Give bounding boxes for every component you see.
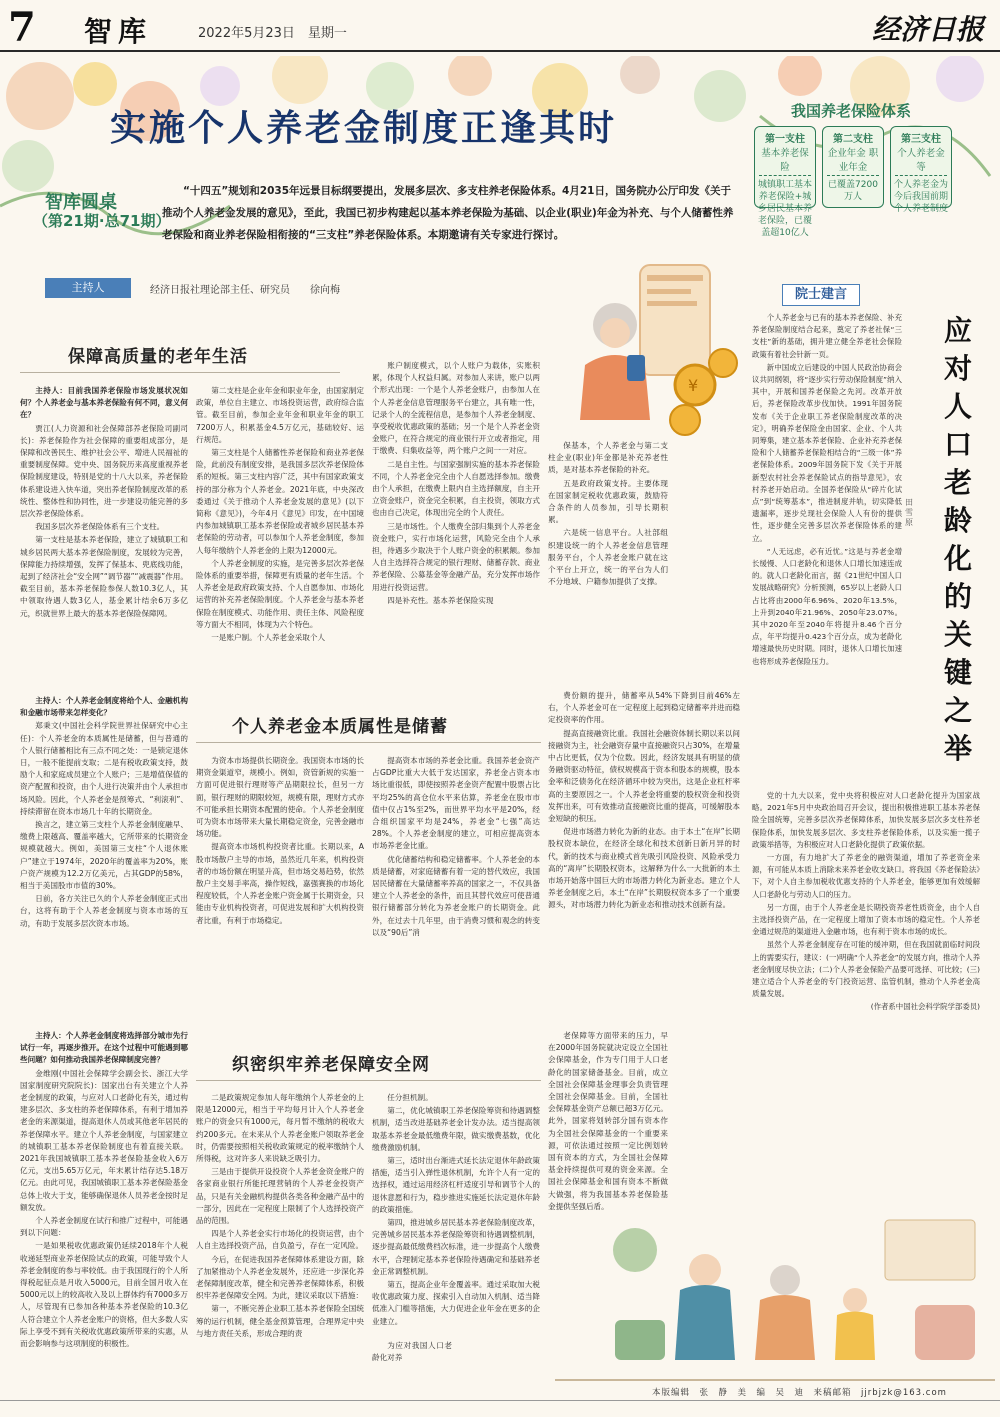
paragraph: 提高资本市场机构投资者比重。长期以来，A股市场散户主导的市场，虽然近几年来，机构投资者的市场份额在明显升高，但市场交易趋势，依然散户主交易手率高，操作短线，嘉强赛换的市场化程度较低，个人养老金账户资金属于长期资金，只能由专业机构投资者，可促进发展和扩大机构投资者比重，有利于市场稳定。	[196, 842, 364, 925]
paragraph: 第三支柱是个人储蓄性养老保险和商业养老保险，此前没有制度安排，是我国多层次养老保险体系的短板。第三支柱内容广泛，其中有国家政策支持的部分称为个人养老金。2021年底，中央深改委通过《关于推动个人养老金发展的意见》(以下简称《意见》)，今年4月《意见》印发，在中国境内参加城镇职工基本养老保险或者城乡居民基本养老保险的劳动者，可以参加个人养老金制度，参加人每年缴纳个人养老金的上限为12000元。	[196, 448, 364, 555]
section-title-3: 织密织牢养老保障安全网	[232, 1055, 430, 1075]
paragraph: 金维刚(中国社会保障学会副会长、浙江大学国家制度研究院院长)：国家出台有关建立个人养老金制度的政策，与应对人口老龄化有关，通过构建多层次、多支柱的养老保障体系，有利于增加养老金的来源渠道，提高退休人员或其他老年居民的养老保障水平。建立个人养老金制度，与国家建立的城镇职工基本养老保险制度也有着直接关联。2021年我国城镇职工基本养老保险基金收入6万亿元，支出5.65万亿元，年末累计结存达5.18万亿元。由此可见，我国城镇职工基本养老保险基金总体上收大于支，能够确保退休人员养老金按时足额发放。	[20, 1068, 188, 1212]
paragraph: 一方面，有力地扩大了养老金的融资渠道，增加了养老资金来源，有可能从本质上消除未来养老金收支缺口。将我国《养老保险法》下，对个人自主参加税收优惠支持的个人养老金，能够更加有效缓解人口老龄化与劳动人口的压力。	[752, 853, 980, 899]
section-title-1: 保障高质量的老年生活	[68, 347, 248, 367]
paragraph: 换言之，建立第三支柱个人养老金制度融早、缴费上限越高、覆盖率越大，它所带来的长期资金规模就越大。例如，美国第三支柱“个人退休账户”建立于1974年，2020年的覆盖率为20%，账户资产规模为12.2万亿美元，占其GDP的58%，相当于美国股市市值的30%。	[20, 820, 188, 891]
paragraph: 第四，推进城乡居民基本养老保险制度改革，完善城乡居民基本养老保险筹资和待遇调整机制，逐步提高最低缴费档次标准，进一步提高个人缴费水平，合理制定基本养老保险待遇确定和基础养老金正常调整机制。	[372, 1218, 540, 1276]
paragraph: 三是市场性。个人缴费全部归集到个人养老金资金账户，实行市场化运营，风险完全由个人承担，待遇多少取决于个人账户资金的积累额。参加人自主选择符合规定的银行理财、储蓄存款、商业养老保险、公募基金等金融产品，充分发挥市场作用进行投资运营。	[372, 521, 540, 592]
paragraph: 第二，优化城镇职工养老保险筹资和待遇调整机制，适当改进基础养老金计发办法。适当提高领取基本养老金最低缴费年限，做实缴费基数，优化缴费激励机制。	[372, 1106, 540, 1152]
article-column	[20, 1030, 188, 1375]
article-column	[548, 440, 668, 685]
author-note: (作者系中国社会科学院学部委员)	[870, 1002, 980, 1012]
article-column	[196, 385, 364, 685]
article-column	[548, 690, 740, 1005]
paragraph: 提高直接融资比重。我国社会融资体制长期以来以间接融资为主，社会融资存量中直接融资只占30%，在增量中占比更低，仅为个位数。因此，经济发展具有明显的债务融资驱动特征，债权规模高于资本和股本的规模，股本金率和泛债务化在经济循环中较为突出，这是企业杠杆率高的主要原因之一。个人养老金将重要的股权资金和投资发挥出来，可有效推动直接融资比重的提高，可缓解股本金短缺的积压。	[548, 728, 740, 824]
paragraph: 个人养老金制度在试行和推广过程中，可能遇到以下问题：	[20, 1216, 188, 1238]
right-article-column	[752, 312, 902, 782]
right-article-author: 田雪原	[905, 498, 913, 527]
paragraph: 今后，在促进我国养老保障体系建设方面，除了加紧推动个人养老金发展外，还应进一步深化养老保障制度改革，健全和完善养老保障体系，积极织牢养老保障安全网。为此，建议采取以下措施：	[196, 1254, 364, 1301]
svg-text:¥: ¥	[688, 376, 699, 395]
pillar-desc: 已覆盖7200万人	[828, 180, 878, 202]
masthead	[0, 0, 1000, 52]
pension-system-graphic	[744, 96, 958, 238]
host-label: 主持人	[45, 278, 131, 298]
paragraph: 账户制度模式，以个人账户为载体，实账积累，体现个人权益归属。对参加人来讲，账户以两个形式出现：一个是个人养老金账户，由参加人在个人养老金信息管理服务平台建立，具有唯一性，记录个人的全流程信息，是参加个人养老金制度、享受税收优惠政策的基础；另一个是个人养老金资金账户，在符合规定的商业银行开立或者指定，用于缴费、归集收益等，两个账户之间一一对应。	[372, 361, 540, 456]
pillar-desc: 个人养老金为今后我国前期个人养老制度	[893, 180, 948, 214]
paragraph: 二是政策规定参加人每年缴纳个人养老金的上限是12000元，相当于平均每月计入个人养老金账户的资金只有1000元，每月暂不缴纳的税收大约200多元。在未来从个人养老金账户领取养老金时，仍需要按照相关税收政策规定的税率缴纳个人所得税，这对许多人来说缺乏吸引力。	[196, 1093, 364, 1164]
paragraph: 第二支柱是企业年金和职业年金，由国家制定政策，单位自主建立、市场投资运营，政府综合监管。截至目前，参加企业年金和职业年金的职工7200万人，积累基金4.5万亿元，基础较好、运行规范。	[196, 386, 364, 444]
article-column	[548, 1030, 668, 1240]
paragraph: 郑秉文(中国社会科学院世界社保研究中心主任)：个人养老金的本质属性是储蓄，但与普通的个人银行储蓄相比有三点不同之处：一是锁定退休日，一般不能提前支取；二是有税收政策支持，鼓励个人和家庭成员建立个人账户；三是增值保值的资产配置和投资，由个人进行决策并由个人承担市场风险。因此，个人养老金是预筹式、“利滚利”、持续滞留在资本市场几十年的长期资金。	[20, 721, 188, 816]
paragraph: 五是政府政策支持。主要体现在国家制定税收优惠政策，鼓励符合条件的人员参加，引导长期积累。	[548, 478, 668, 525]
paragraph: 个人养老金制度的实施，是完善多层次养老保险体系的重要举措，保障更有质量的老年生活。个人养老金是政府政策支持、个人自愿参加、市场化运营的补充养老保险制度。个人养老金与基本养老保险在制度模式、功能作用、责任主体、风险程度等方面大不相同，体现为六个特色。	[196, 558, 364, 629]
paragraph: 主持人：个人养老金制度将给个人、金融机构和金融市场带来怎样变化？	[20, 696, 188, 718]
right-article-column	[752, 790, 980, 1135]
paragraph: 费份额的提升，储蓄率从54%下降到目前46%左右，个人养老金可在一定程度上起到稳定储蓄率并进而稳定投资率的作用。	[548, 691, 740, 725]
paragraph: 虽然个人养老金制度存在可能的缓冲期，但在我国就面临时间段上的需要实行，建议：(一)明确“个人养老金”的发展方向，推动个人养老金制度尽快立法；(二)个人养老金保险产品要可选择、可比较；(三)建立适合个人养老金的专门投资运营、监管机制，推动个人养老金高质量发展。	[752, 940, 980, 999]
paragraph: “人无远虑，必有近忧。”这是与养老金增长缓慢、人口老龄化和退休人口增长加速连成的。就人口老龄化而言，据《21世纪中国人口发展战略研究》分析预测，65岁以上老龄人口占比将由2000年6.96%、2020年13.5%，上升到2040年21.96%、2050年23.07%。其中2020年至2040年将提升8.46个百分点，年平均提升0.423个百分点，成为老龄化增速最快历史时期。同时，退休人口增长加速也将形成养老保险压力。	[752, 546, 902, 666]
paragraph: 我国多层次养老保险体系有三个支柱。	[35, 522, 165, 532]
paragraph: 促进市场潜力转化为新的业态。由于本土“在岸”长期股权资本缺位，在经济全球化和技术创新日新月异的时代，新的技术与商业模式首先吸引风险投资、风险承受力高的“离岸”长期股权资本，这解释为什么一大批新的本土市场开始落中国巨大的市场潜力转化为新业态。建立个人养老金制度之后，本土“在岸”长期股权资本多了一个重要源头，对市场潜力转化为新业态和推动技术创新有益。	[548, 827, 740, 910]
newspaper-logo: 经济日报	[871, 13, 984, 46]
paragraph: 另一方面，由于个人养老金是长期投资养老性质资金，由个人自主选择投资产品，在一定程度上增加了资本市场的稳定性。个人养老金通过规范的渠道进入金融市场，也有利于资本市场的成长。	[752, 902, 980, 937]
paragraph: 提高资本市场的养老金比重。我国养老金资产占GDP比重大大低于发达国家，养老金占资本市场比重很低，即使按照养老金资产配置中股票占比平均25%的高仓位水平来估算，养老金在股市市值中仅占1%至2%，而世界平均水平是20%，经合组织国家平均是24%，养老金“七强”高达28%。个人养老金制度的建立，可相应提高资本市场养老金比重。	[372, 756, 540, 851]
paragraph: 主持人：目前我国养老保险市场发展状况如何？个人养老金与基本养老保险有何不同，意义何在？	[20, 386, 188, 420]
divider	[196, 1080, 541, 1081]
column-issue: （第21期·总71期）	[33, 212, 171, 230]
paragraph: 老保障等方面带来的压力，早在2000年国务院就决定设立全国社会保障基金，作为专门用于人口老龄化的国家储备基金。目前，成立全国社会保障基金理事会负责管理全国社会保障基金。目前，全国社会保障基金资产总额已超3万亿元。此外，国家将划转部分国有资本作为全国社会保障基金的一个重要来源，可依法通过按照一定比例划转国有资本的方式，为全国社会保障基金持续提供可观的资金来源。全国社会保障基金和国有资本不断做大做强，将为我国基本养老保险基金提供坚强后盾。	[548, 1031, 668, 1211]
paragraph: 任分担机制。	[387, 1093, 433, 1102]
host-name: 经济日报社理论部主任、研究员 徐向梅	[150, 285, 340, 296]
paragraph: 党的十九大以来，党中央将积极应对人口老龄化提升为国家战略。2021年5月中央政治局召开会议，提出积极推进职工基本养老保险全国统筹，完善多层次养老保障体系，加快发展多层次多支柱养老保险体系，加快发展多层次、多支柱养老保险体系，以及实施一揽子政策举措等，为积极应对人口老龄化提供了政策依据。	[752, 791, 980, 849]
pillar-one	[754, 126, 816, 238]
paragraph: 三是由于提供开设投资个人养老金资金账户的各家商业银行所能托理营销的个人养老金投资产品，只是有关金融机构提供各类各种金融产品中的一部分，因此在一定程度上限制了个人选择投资产品的范围。	[196, 1167, 364, 1226]
issue-date: 2022年5月23日 星期一	[198, 26, 347, 41]
paragraph: 第五，提高企业年金覆盖率。通过采取加大税收优惠政策力度、探索引入自动加入机制、适当降低准入门槛等措施，大力促进企业年金在更多的企业建立。	[372, 1280, 540, 1326]
pillar-type: 基本养老保险	[759, 145, 811, 176]
paragraph: 贾江(人力资源和社会保障部养老保险司副司长)：养老保险作为社会保障的重要组成部分，是保障和改善民生、维护社会公平、增进人民福祉的重要制度保障。党中央、国务院历来高度重视养老保险制度建设，特别是党的十八大以来，养老保险体系建设进入快车道，突出养老保险制度改革的系统性、整体性和协同性，进一步建设功能完善的多层次养老保险体系。	[20, 423, 188, 519]
paragraph: 为资本市场提供长期资金。我国资本市场的长期资金渠道窄，规模小。例如，资管新规的实施一方面可促进银行理财等产品期限拉长，但另一方面，银行理财的期限较短，规模有限，理财方式亦不可能承担长期资本配置的使命。个人养老金制度可为资本市场带来大量长期稳定资金，完善金融市场功能。	[196, 756, 364, 839]
pillar-name: 第一支柱	[765, 134, 805, 145]
footer-divider	[0, 1400, 1000, 1401]
paragraph: 二是自主性。与国家强制实施的基本养老保险不同，个人养老金完全由个人自愿选择参加。缴费由个人承担，在缴费上限内自主选择额度，自主开立资金账户，资金完全积累，自主投资，领取方式也由自己决定，体现出完全的个人责任。	[372, 459, 540, 518]
paragraph: 日前，各方关注已久的个人养老金制度正式出台，这将有助于个人养老金制度与资本市场的互动，有助于发展多层次资本市场。	[20, 894, 188, 928]
article-column	[372, 755, 540, 1005]
paragraph: 六是统一信息平台。人社部组织建设统一的个人养老金信息管理服务平台，个人养老金账户就在这个平台上开立，统一的平台为人们不分地域、户籍参加提供了支撑。	[548, 528, 668, 587]
academician-tag: 院士建言	[782, 284, 860, 306]
paragraph: 四是补充性。基本养老保险实现	[387, 595, 494, 605]
pillar-name: 第二支柱	[833, 134, 873, 145]
column-name: 智库圆桌	[45, 192, 117, 213]
page-number: 7	[8, 4, 36, 51]
pension-system-title: 我国养老保险体系	[790, 102, 911, 120]
divider	[196, 742, 541, 743]
family-illustration	[555, 1210, 995, 1385]
pillar-three	[890, 126, 952, 214]
right-article-title: 应对人口老龄化的关键之举	[943, 314, 972, 765]
pillar-two	[822, 126, 884, 208]
divider	[20, 372, 340, 373]
section-name: 智库	[84, 15, 153, 48]
pillar-type: 企业年金 职业年金	[827, 145, 879, 176]
pillar-type: 个人养老金等	[895, 145, 947, 176]
paragraph: 一是如果税收优惠政策仍延续2018年个人税收递延型商业养老保险试点的政策，可能导致个人养老金制度的参与率较低。由于我国现行的个人所得税起征点是月收入5000元，目前全国月收入在5000元以上的较高收入及以上群体约有7000多万人，尽管现有已参加各种基本养老保险的10.3亿人符合建立个人养老金账户的资格，但大多数人实际上享受不到有关税收优惠政策所带来的实惠，从而会影响参与这项制度的积极性。	[20, 1241, 188, 1349]
elderly-woman-illustration	[545, 245, 745, 440]
pillar-desc: 城镇职工基本养老保险+城乡居民基本养老保险，已覆盖超10亿人	[757, 180, 812, 238]
pillar-name: 第三支柱	[901, 134, 941, 145]
article-column	[20, 385, 188, 685]
paragraph: 优化储蓄结构和稳定储蓄率。个人养老金的本质是储蓄，对家庭储蓄有着一定的替代效应，我国居民储蓄在大量储蓄率养高的国家之一，不仅具备建立个人养老金的条件，而且其替代效应可使普通银行储蓄部分转化为养老金账户的长期资金。此外，在过去十几年里，由于消费习惯和观念的转变以及“90后”消	[372, 854, 540, 937]
paragraph: 第一支柱是基本养老保险，建立了城镇职工和城乡居民两大基本养老保险制度，发展较为完善，保障能力持续增强，发挥了保基本、兜底线功能，起到了经济社会“安全网”“调节器”“减震器”作用。截至目前，基本养老保险参保人数10.3亿人，其中领取待遇人数3亿人，基金累计结余6万多亿元，织就世界上最大的基本养老保险保障网。	[20, 535, 188, 618]
article-column	[372, 1340, 452, 1376]
article-column	[20, 695, 188, 1005]
section-title-2: 个人养老金本质属性是储蓄	[232, 717, 448, 737]
paragraph: 第一，不断完善企业职工基本养老保险全国统筹的运行机制，健全基金预算管理，合理界定中央与地方责任关系，形成合理的责	[196, 1304, 364, 1338]
article-column	[196, 1092, 364, 1377]
paragraph: 四是个人养老金实行市场化的投资运营，由个人自主选择投资产品，自负盈亏，存在一定风险。	[196, 1229, 364, 1251]
article-column	[372, 1092, 540, 1377]
paragraph: 保基本，个人养老金与第二支柱企业(职业)年金都是补充养老性质，是对基本养老保险的补充。	[548, 441, 668, 475]
paragraph: 为应对我国人口老龄化对养	[372, 1341, 452, 1363]
paragraph: 新中国成立后建设的中国人民政治协商会议共同纲领，将“逐步实行劳动保险制度”纳入其中，开展和国养老保险之先河。改革开放后，养老保险改革步伐加快。1991年国务院发布《关于企业职工养老保险制度改革的决定》，明确养老保险金由国家、企业、个人共同筹集，建立基本养老保险、企业补充养老保险和个人储蓄养老保险相结合的“三级一体”养老保险体系。2009年国务院下发《关于开展新型农村社会养老保险试点的指导意见》，农村养老开始启动。全国养老保险从“碎片化试点”到“统筹基本”，推进制度并轨，切实降低遗漏率，逐步兑现社会保险人人有份的提供性，逐步健全完善多层次养老保险体系的建立。	[752, 362, 902, 543]
paragraph: 第三，适时出台渐进式延长法定退休年龄政策措施，适当引入弹性退休机制，允许个人有一定的选择权，通过运用经济杠杆适度引导和调节个人的退休意愿和行为，稳步推进实施延长法定退休年龄的政策措施。	[372, 1156, 540, 1214]
paragraph: 个人养老金与已有的基本养老保险、补充养老保险制度结合起来，奠定了养老社保“三支柱”新的基础，拥升建立健全养老社会保险政策有着社会针新一页。	[752, 313, 902, 359]
paragraph: 一是账户制。个人养老金采取个人	[211, 633, 326, 643]
intro-paragraph: “十四五”规划和2035年远景目标纲要提出，发展多层次、多支柱养老保险体系。4月21日，国务院办公厅印发《关于推动个人养老金发展的意见》，至此，我国已初步构建起以基本养老保险为基础、以企业(职业)年金为补充、与个人储蓄性养老保险和商业养老保险相衔接的“三支柱”养老保险体系。本期邀请有关专家进行探讨。	[162, 185, 734, 241]
editor-credits: 本版编辑 张 静 美 编 吴 迪 来稿邮箱 jjrbjzk@163.com	[652, 1388, 947, 1398]
article-column	[196, 755, 364, 1005]
page-title: 实施个人养老金制度正逢其时	[110, 107, 618, 149]
paragraph: 主持人：个人养老金制度将选择部分城市先行试行一年，再逐步推开。在这个过程中可能遇到哪些问题？如何推动我国养老保障制度完善？	[20, 1031, 188, 1065]
article-column	[372, 360, 540, 685]
